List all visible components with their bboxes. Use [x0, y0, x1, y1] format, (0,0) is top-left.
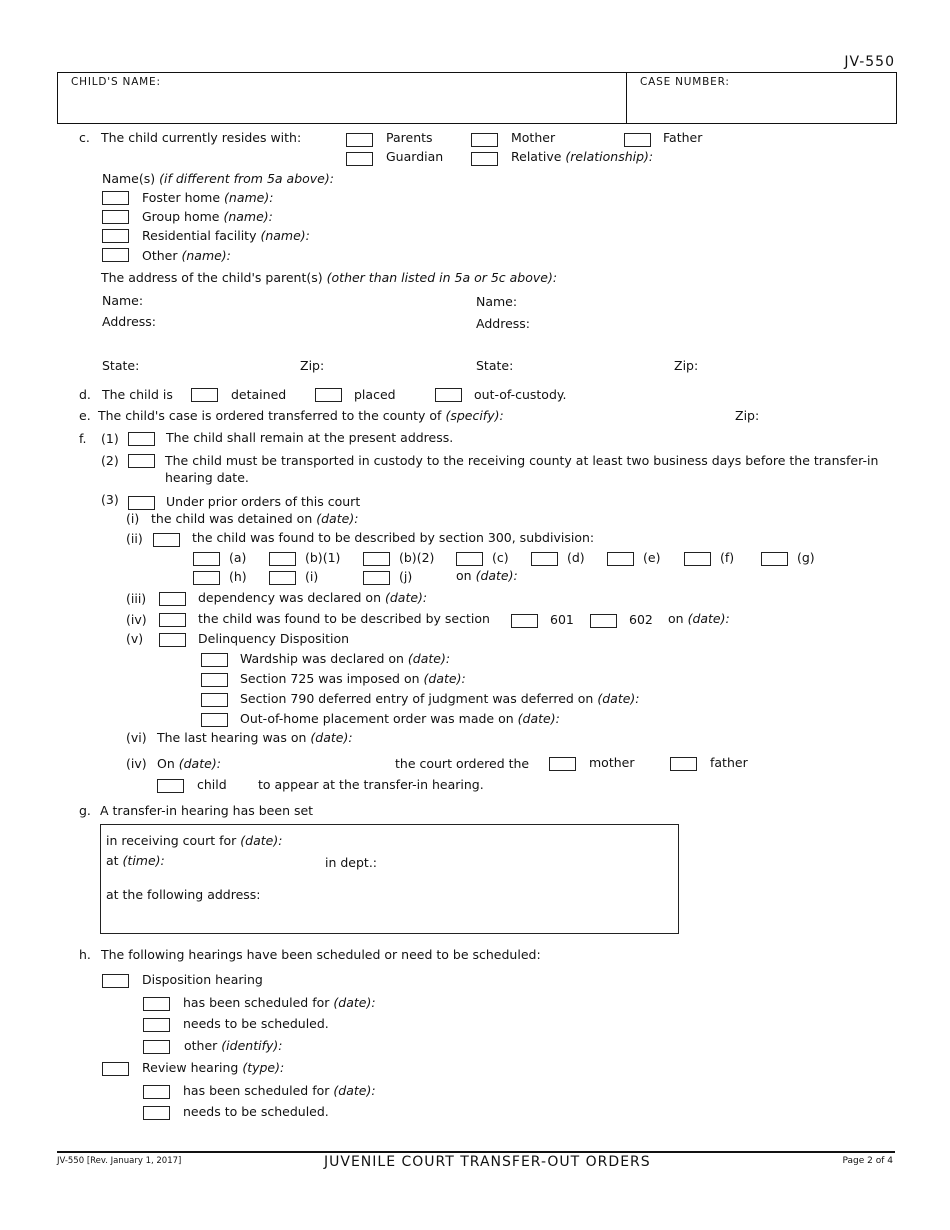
- delinquency-label: Delinquency Disposition: [198, 631, 350, 646]
- dependency-label: dependency was declared on (date):: [198, 590, 428, 605]
- appear-mother-checkbox[interactable]: [549, 757, 576, 771]
- sub-e-label: (e): [643, 550, 661, 565]
- parent2-address-label: Address:: [476, 316, 530, 331]
- case-number-label: CASE NUMBER:: [640, 76, 730, 88]
- other-residence-label: Other (name):: [142, 248, 231, 263]
- mother-checkbox[interactable]: [471, 133, 498, 147]
- roman-iv-second: (iv): [126, 756, 147, 771]
- appear-child-label: child: [197, 777, 227, 792]
- appear-mother-label: mother: [589, 755, 635, 770]
- review-needs-checkbox[interactable]: [143, 1106, 170, 1120]
- detained-on-label: the child was detained on (date):: [151, 511, 359, 526]
- revision-label: JV-550 [Rev. January 1, 2017]: [57, 1156, 182, 1166]
- sub-i-label: (i): [305, 569, 319, 584]
- roman-vi: (vi): [126, 730, 147, 745]
- sub-b1-label: (b)(1): [305, 550, 341, 565]
- names-label: Name(s) (if different from 5a above):: [102, 171, 334, 186]
- review-scheduled-checkbox[interactable]: [143, 1085, 170, 1099]
- disposition-needs-checkbox[interactable]: [143, 1018, 170, 1032]
- sub-j-label: (j): [399, 569, 413, 584]
- dependency-checkbox[interactable]: [159, 592, 186, 606]
- sub-b2-checkbox[interactable]: [363, 552, 390, 566]
- header-box: [57, 72, 897, 124]
- sub-on-date-label: on (date):: [456, 568, 518, 583]
- sub-b2-label: (b)(2): [399, 550, 435, 565]
- sub-b1-checkbox[interactable]: [269, 552, 296, 566]
- section-601-checkbox[interactable]: [511, 614, 538, 628]
- roman-iii: (iii): [126, 591, 147, 606]
- last-hearing-label: The last hearing was on (date):: [157, 730, 353, 745]
- transported-label-line1: The child must be transported in custody to the receiving county at least two business days before the transfer-in: [165, 453, 879, 468]
- transfer-county-label: The child's case is ordered transferred to the county of (specify):: [98, 408, 504, 423]
- section-602-checkbox[interactable]: [590, 614, 617, 628]
- appear-label: to appear at the transfer-in hearing.: [258, 777, 484, 792]
- sub-c-checkbox[interactable]: [456, 552, 483, 566]
- childs-name-label: CHILD'S NAME:: [71, 76, 161, 88]
- wardship-label: Wardship was declared on (date):: [240, 651, 451, 666]
- review-scheduled-label: has been scheduled for (date):: [183, 1083, 376, 1098]
- sub-f-checkbox[interactable]: [684, 552, 711, 566]
- form-title: JUVENILE COURT TRANSFER-OUT ORDERS: [324, 1154, 651, 1170]
- hearing-time-label: at (time):: [106, 853, 165, 868]
- header-divider: [626, 73, 627, 123]
- disposition-needs-label: needs to be scheduled.: [183, 1016, 329, 1031]
- remain-address-checkbox[interactable]: [128, 432, 155, 446]
- placed-checkbox[interactable]: [315, 388, 342, 402]
- on-date-label: On (date):: [157, 756, 221, 771]
- sub-d-checkbox[interactable]: [531, 552, 558, 566]
- disposition-other-label: other (identify):: [184, 1038, 283, 1053]
- child-is-label: The child is: [102, 387, 173, 402]
- disposition-other-checkbox[interactable]: [143, 1040, 170, 1054]
- dept-label: in dept.:: [325, 855, 378, 870]
- sub-a-checkbox[interactable]: [193, 552, 220, 566]
- hearing-address-label: at the following address:: [106, 887, 261, 902]
- parents-checkbox[interactable]: [346, 133, 373, 147]
- transported-checkbox[interactable]: [128, 454, 155, 468]
- page-number: Page 2 of 4: [842, 1156, 893, 1166]
- appear-child-checkbox[interactable]: [157, 779, 184, 793]
- section-d-letter: d.: [79, 387, 91, 402]
- section-790-label: Section 790 deferred entry of judgment was deferred on (date):: [240, 691, 640, 706]
- group-home-checkbox[interactable]: [102, 210, 129, 224]
- parent1-zip-label: Zip:: [300, 358, 325, 373]
- sub-h-label: (h): [229, 569, 247, 584]
- sub-c-label: (c): [492, 550, 509, 565]
- f1-number: (1): [101, 431, 119, 446]
- disposition-hearing-label: Disposition hearing: [142, 972, 263, 987]
- sub-a-label: (a): [229, 550, 247, 565]
- section-602-label: 602: [629, 612, 653, 627]
- review-needs-label: needs to be scheduled.: [183, 1104, 329, 1119]
- sub-d-label: (d): [567, 550, 585, 565]
- section-e-letter: e.: [79, 408, 91, 423]
- section-60x-checkbox[interactable]: [159, 613, 186, 627]
- sub-j-checkbox[interactable]: [363, 571, 390, 585]
- section-300-checkbox[interactable]: [153, 533, 180, 547]
- guardian-label: Guardian: [386, 149, 444, 164]
- roman-iv: (iv): [126, 612, 147, 627]
- guardian-checkbox[interactable]: [346, 152, 373, 166]
- transfer-in-label: A transfer-in hearing has been set: [100, 803, 314, 818]
- receiving-court-date-label: in receiving court for (date):: [106, 833, 283, 848]
- hearings-scheduled-label: The following hearings have been scheduled or need to be scheduled:: [101, 947, 541, 962]
- footer-rule: [57, 1151, 895, 1153]
- roman-ii: (ii): [126, 531, 143, 546]
- mother-label: Mother: [511, 130, 556, 145]
- section-601-label: 601: [550, 612, 574, 627]
- review-hearing-checkbox[interactable]: [102, 1062, 129, 1076]
- detained-checkbox[interactable]: [191, 388, 218, 402]
- sub-h-checkbox[interactable]: [193, 571, 220, 585]
- delinquency-checkbox[interactable]: [159, 633, 186, 647]
- f3-number: (3): [101, 492, 119, 507]
- residential-checkbox[interactable]: [102, 229, 129, 243]
- sub-g-checkbox[interactable]: [761, 552, 788, 566]
- parent2-state-label: State:: [476, 358, 514, 373]
- appear-father-checkbox[interactable]: [670, 757, 697, 771]
- section-g-letter: g.: [79, 803, 91, 818]
- resides-label: The child currently resides with:: [101, 130, 302, 145]
- form-id: JV-550: [844, 54, 895, 70]
- sub-e-checkbox[interactable]: [607, 552, 634, 566]
- remain-address-label: The child shall remain at the present address.: [166, 430, 454, 445]
- section-300-label: the child was found to be described by section 300, subdivision:: [192, 530, 595, 545]
- roman-i: (i): [126, 511, 140, 526]
- section-f-letter: f.: [79, 431, 87, 446]
- out-of-home-label: Out-of-home placement order was made on (date):: [240, 711, 560, 726]
- section-h-letter: h.: [79, 947, 91, 962]
- section-725-checkbox[interactable]: [201, 673, 228, 687]
- parent-address-label: The address of the child's parent(s) (other than listed in 5a or 5c above):: [101, 270, 558, 285]
- section-790-checkbox[interactable]: [201, 693, 228, 707]
- relative-checkbox[interactable]: [471, 152, 498, 166]
- section-60x-date-label: on (date):: [668, 611, 730, 626]
- detained-label: detained: [231, 387, 287, 402]
- prior-orders-checkbox[interactable]: [128, 496, 155, 510]
- appear-father-label: father: [710, 755, 748, 770]
- placed-label: placed: [354, 387, 396, 402]
- residential-label: Residential facility (name):: [142, 228, 310, 243]
- sub-g-label: (g): [797, 550, 815, 565]
- roman-v: (v): [126, 631, 144, 646]
- parent1-state-label: State:: [102, 358, 140, 373]
- parents-label: Parents: [386, 130, 433, 145]
- wardship-checkbox[interactable]: [201, 653, 228, 667]
- group-home-label: Group home (name):: [142, 209, 273, 224]
- court-ordered-label: the court ordered the: [395, 756, 530, 771]
- f2-number: (2): [101, 453, 119, 468]
- sub-i-checkbox[interactable]: [269, 571, 296, 585]
- parent2-name-label: Name:: [476, 294, 518, 309]
- out-of-custody-label: out-of-custody.: [474, 387, 567, 402]
- parent1-name-label: Name:: [102, 293, 144, 308]
- prior-orders-label: Under prior orders of this court: [166, 494, 361, 509]
- transfer-zip-label: Zip:: [735, 408, 760, 423]
- review-hearing-label: Review hearing (type):: [142, 1060, 285, 1075]
- disposition-hearing-checkbox[interactable]: [102, 974, 129, 988]
- out-of-home-checkbox[interactable]: [201, 713, 228, 727]
- parent1-address-label: Address:: [102, 314, 156, 329]
- foster-home-label: Foster home (name):: [142, 190, 274, 205]
- foster-home-checkbox[interactable]: [102, 191, 129, 205]
- parent2-zip-label: Zip:: [674, 358, 699, 373]
- transported-label-line2: hearing date.: [165, 470, 249, 485]
- disposition-scheduled-label: has been scheduled for (date):: [183, 995, 376, 1010]
- other-residence-checkbox[interactable]: [102, 248, 129, 262]
- father-checkbox[interactable]: [624, 133, 651, 147]
- out-of-custody-checkbox[interactable]: [435, 388, 462, 402]
- disposition-scheduled-checkbox[interactable]: [143, 997, 170, 1011]
- relative-label: Relative (relationship):: [511, 149, 654, 164]
- section-725-label: Section 725 was imposed on (date):: [240, 671, 466, 686]
- section-60x-label: the child was found to be described by section: [198, 611, 490, 626]
- sub-f-label: (f): [720, 550, 735, 565]
- father-label: Father: [663, 130, 703, 145]
- section-c-letter: c.: [79, 130, 90, 145]
